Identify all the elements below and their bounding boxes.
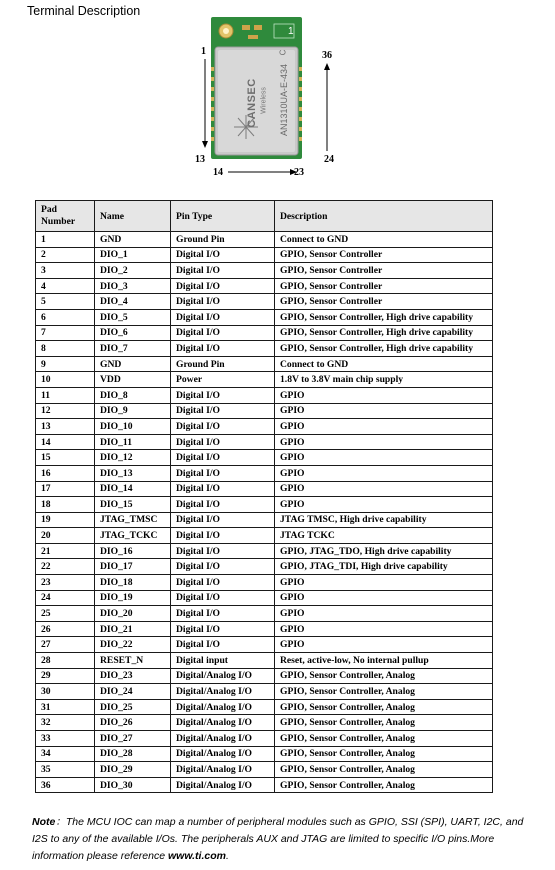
table-row: [36, 450, 493, 466]
cell-pad-number: 22: [36, 559, 95, 575]
cell-pin-type: Digital I/O: [171, 450, 275, 466]
table-row: [36, 309, 493, 325]
cell-description: GPIO, Sensor Controller, Analog: [275, 684, 493, 700]
cell-pin-type: Digital I/O: [171, 575, 275, 591]
cell-pad-number: 14: [36, 434, 95, 450]
cell-description: GPIO: [275, 434, 493, 450]
cell-name: DIO_27: [95, 731, 171, 747]
table-row: [36, 746, 493, 762]
cell-description: GPIO: [275, 403, 493, 419]
section-title: Terminal Description: [27, 4, 141, 18]
cell-name: DIO_1: [95, 247, 171, 263]
table-row: [36, 434, 493, 450]
cell-name: RESET_N: [95, 653, 171, 669]
cell-description: GPIO: [275, 606, 493, 622]
cell-description: GPIO, Sensor Controller, Analog: [275, 699, 493, 715]
cell-pad-number: 17: [36, 481, 95, 497]
cell-name: DIO_21: [95, 621, 171, 637]
table-row: [36, 512, 493, 528]
table-row: [36, 278, 493, 294]
table-row: [36, 403, 493, 419]
cell-name: DIO_3: [95, 278, 171, 294]
cell-pin-type: Digital/Analog I/O: [171, 715, 275, 731]
cell-pin-type: Digital I/O: [171, 621, 275, 637]
cell-pin-type: Ground Pin: [171, 356, 275, 372]
cell-pin-type: Digital I/O: [171, 341, 275, 357]
table-row: [36, 590, 493, 606]
table-row: [36, 668, 493, 684]
table-row: [36, 528, 493, 544]
cell-description: GPIO, Sensor Controller: [275, 263, 493, 279]
cell-name: DIO_4: [95, 294, 171, 310]
cell-pin-type: Digital I/O: [171, 497, 275, 513]
cell-description: GPIO, JTAG_TDI, High drive capability: [275, 559, 493, 575]
cell-name: DIO_7: [95, 341, 171, 357]
cell-pin-type: Digital I/O: [171, 512, 275, 528]
table-row: [36, 419, 493, 435]
cell-pad-number: 36: [36, 777, 95, 793]
cell-description: GPIO, Sensor Controller, High drive capability: [275, 325, 493, 341]
cell-name: DIO_11: [95, 434, 171, 450]
table-body: [36, 232, 493, 793]
cell-pad-number: 19: [36, 512, 95, 528]
cell-name: DIO_9: [95, 403, 171, 419]
cell-name: DIO_18: [95, 575, 171, 591]
pin-label-36: 36: [322, 50, 332, 61]
cell-pin-type: Digital/Analog I/O: [171, 777, 275, 793]
cell-name: GND: [95, 232, 171, 248]
cell-description: GPIO, Sensor Controller, High drive capability: [275, 309, 493, 325]
cell-pad-number: 5: [36, 294, 95, 310]
header-description: Description: [275, 201, 493, 232]
cell-pin-type: Digital I/O: [171, 481, 275, 497]
cell-pin-type: Digital I/O: [171, 637, 275, 653]
arrow-down-icon: [202, 141, 208, 148]
cell-pad-number: 8: [36, 341, 95, 357]
cell-pin-type: Digital input: [171, 653, 275, 669]
cell-pad-number: 11: [36, 387, 95, 403]
cell-description: GPIO: [275, 637, 493, 653]
cell-pad-number: 33: [36, 731, 95, 747]
cell-pad-number: 13: [36, 419, 95, 435]
cell-description: Reset, active-low, No internal pullup: [275, 653, 493, 669]
table-row: [36, 232, 493, 248]
cell-description: GPIO, JTAG_TDO, High drive capability: [275, 543, 493, 559]
cell-pin-type: Digital I/O: [171, 528, 275, 544]
module-figure: [190, 15, 350, 185]
pad-table: [35, 200, 493, 793]
header-pad-number: Pad Number: [36, 201, 95, 232]
pin-label-23: 23: [294, 167, 304, 178]
cell-name: DIO_12: [95, 450, 171, 466]
cell-pad-number: 7: [36, 325, 95, 341]
cell-pad-number: 12: [36, 403, 95, 419]
cell-pin-type: Ground Pin: [171, 232, 275, 248]
cell-description: JTAG TMSC, High drive capability: [275, 512, 493, 528]
table-row: [36, 294, 493, 310]
cell-name: DIO_10: [95, 419, 171, 435]
cell-pin-type: Digital/Analog I/O: [171, 699, 275, 715]
table-row: [36, 731, 493, 747]
cell-name: DIO_19: [95, 590, 171, 606]
cell-pin-type: Digital I/O: [171, 403, 275, 419]
table-row: [36, 684, 493, 700]
cell-pad-number: 30: [36, 684, 95, 700]
cell-pad-number: 10: [36, 372, 95, 388]
note-text: The MCU IOC can map a number of peripheral modules such as GPIO, SSI (SPI), UART, I2C, and I2S to any of the available I/Os. The peripherals AUX and JTAG are limited to specific I/O pins.More information please reference: [32, 816, 524, 862]
cell-description: GPIO, Sensor Controller, Analog: [275, 668, 493, 684]
cell-pin-type: Digital I/O: [171, 434, 275, 450]
header-name: Name: [95, 201, 171, 232]
table-row: [36, 247, 493, 263]
cell-description: GPIO: [275, 465, 493, 481]
cell-pad-number: 32: [36, 715, 95, 731]
cell-description: GPIO, Sensor Controller, Analog: [275, 762, 493, 778]
arrow-up-icon: [324, 63, 330, 70]
cell-pad-number: 34: [36, 746, 95, 762]
cell-pad-number: 18: [36, 497, 95, 513]
cell-pin-type: Digital/Analog I/O: [171, 762, 275, 778]
cell-description: GPIO: [275, 450, 493, 466]
table-row: [36, 497, 493, 513]
cell-pin-type: Digital/Analog I/O: [171, 731, 275, 747]
table-row: [36, 762, 493, 778]
cell-name: DIO_2: [95, 263, 171, 279]
chip-brand: CANSEC: [246, 78, 258, 128]
note-label: Note: [32, 816, 56, 828]
cell-name: DIO_8: [95, 387, 171, 403]
cell-name: DIO_29: [95, 762, 171, 778]
table-row: [36, 559, 493, 575]
cell-description: Connect to GND: [275, 356, 493, 372]
cell-name: DIO_22: [95, 637, 171, 653]
cell-description: GPIO, Sensor Controller: [275, 294, 493, 310]
table-row: [36, 575, 493, 591]
table-row: [36, 606, 493, 622]
cell-description: JTAG TCKC: [275, 528, 493, 544]
chip-sub-brand: Wireless: [260, 87, 268, 114]
cell-pad-number: 25: [36, 606, 95, 622]
cell-description: GPIO: [275, 621, 493, 637]
pin-label-24: 24: [324, 154, 334, 165]
cell-description: GPIO, Sensor Controller, Analog: [275, 731, 493, 747]
cell-description: Connect to GND: [275, 232, 493, 248]
cell-description: GPIO: [275, 481, 493, 497]
cell-pin-type: Digital I/O: [171, 387, 275, 403]
note-end: .: [225, 850, 229, 862]
chip-suffix: C: [278, 49, 288, 56]
table-row: [36, 699, 493, 715]
cell-pad-number: 2: [36, 247, 95, 263]
cell-pad-number: 35: [36, 762, 95, 778]
cell-pad-number: 24: [36, 590, 95, 606]
chip-model: AN1310UA-E-434: [279, 63, 289, 137]
cell-pin-type: Digital/Analog I/O: [171, 668, 275, 684]
cell-description: GPIO: [275, 387, 493, 403]
table-row: [36, 543, 493, 559]
cell-name: DIO_25: [95, 699, 171, 715]
cell-name: DIO_6: [95, 325, 171, 341]
cell-pin-type: Digital I/O: [171, 294, 275, 310]
cell-pad-number: 28: [36, 653, 95, 669]
cell-pin-type: Digital I/O: [171, 278, 275, 294]
cell-pin-type: Digital I/O: [171, 606, 275, 622]
cell-description: GPIO, Sensor Controller: [275, 247, 493, 263]
cell-name: JTAG_TCKC: [95, 528, 171, 544]
cell-name: DIO_5: [95, 309, 171, 325]
cell-pin-type: Digital I/O: [171, 325, 275, 341]
table-row: [36, 621, 493, 637]
cell-pad-number: 3: [36, 263, 95, 279]
cell-description: GPIO, Sensor Controller: [275, 278, 493, 294]
cell-pin-type: Digital/Analog I/O: [171, 684, 275, 700]
table-row: [36, 356, 493, 372]
table-row: [36, 777, 493, 793]
note-punct: ：: [55, 816, 66, 828]
table-row: [36, 341, 493, 357]
cell-description: GPIO, Sensor Controller, Analog: [275, 715, 493, 731]
cell-pad-number: 4: [36, 278, 95, 294]
cell-pin-type: Digital I/O: [171, 309, 275, 325]
cell-pad-number: 15: [36, 450, 95, 466]
table-header-row: [36, 201, 493, 232]
table-row: [36, 653, 493, 669]
cell-pin-type: Digital I/O: [171, 247, 275, 263]
cell-pad-number: 26: [36, 621, 95, 637]
cell-name: JTAG_TMSC: [95, 512, 171, 528]
cell-pin-type: Digital/Analog I/O: [171, 746, 275, 762]
header-pin-type: Pin Type: [171, 201, 275, 232]
cell-name: DIO_16: [95, 543, 171, 559]
cell-pad-number: 23: [36, 575, 95, 591]
cell-pin-type: Digital I/O: [171, 559, 275, 575]
cell-pad-number: 29: [36, 668, 95, 684]
pin-label-1: 1: [201, 46, 206, 57]
cell-description: GPIO: [275, 497, 493, 513]
pin-label-14: 14: [213, 167, 223, 178]
tab-number: 1: [288, 26, 294, 37]
cell-name: DIO_26: [95, 715, 171, 731]
table-row: [36, 325, 493, 341]
cell-name: DIO_28: [95, 746, 171, 762]
cell-pin-type: Digital I/O: [171, 263, 275, 279]
cell-description: GPIO, Sensor Controller, High drive capability: [275, 341, 493, 357]
cell-pin-type: Digital I/O: [171, 465, 275, 481]
cell-name: DIO_15: [95, 497, 171, 513]
cell-pad-number: 31: [36, 699, 95, 715]
table-row: [36, 715, 493, 731]
cell-pad-number: 6: [36, 309, 95, 325]
cell-pad-number: 1: [36, 232, 95, 248]
table-row: [36, 481, 493, 497]
table-row: [36, 372, 493, 388]
cell-pad-number: 27: [36, 637, 95, 653]
pin-label-13: 13: [195, 154, 205, 165]
cell-name: DIO_30: [95, 777, 171, 793]
table-row: [36, 465, 493, 481]
cell-name: DIO_23: [95, 668, 171, 684]
cell-description: GPIO: [275, 590, 493, 606]
cell-pin-type: Digital I/O: [171, 419, 275, 435]
cell-pad-number: 9: [36, 356, 95, 372]
cell-description: GPIO: [275, 575, 493, 591]
cell-pin-type: Power: [171, 372, 275, 388]
table-row: [36, 387, 493, 403]
cell-description: 1.8V to 3.8V main chip supply: [275, 372, 493, 388]
cell-description: GPIO, Sensor Controller, Analog: [275, 777, 493, 793]
cell-name: DIO_20: [95, 606, 171, 622]
cell-pin-type: Digital I/O: [171, 590, 275, 606]
cell-description: GPIO, Sensor Controller, Analog: [275, 746, 493, 762]
cell-name: GND: [95, 356, 171, 372]
cell-pad-number: 16: [36, 465, 95, 481]
cell-pad-number: 21: [36, 543, 95, 559]
cell-description: GPIO: [275, 419, 493, 435]
cell-pad-number: 20: [36, 528, 95, 544]
cell-name: DIO_24: [95, 684, 171, 700]
cell-name: DIO_17: [95, 559, 171, 575]
cell-name: DIO_14: [95, 481, 171, 497]
note: [32, 814, 532, 865]
table-row: [36, 637, 493, 653]
cell-name: VDD: [95, 372, 171, 388]
cell-pin-type: Digital I/O: [171, 543, 275, 559]
cell-name: DIO_13: [95, 465, 171, 481]
table-row: [36, 263, 493, 279]
note-link[interactable]: www.ti.com: [168, 850, 226, 862]
